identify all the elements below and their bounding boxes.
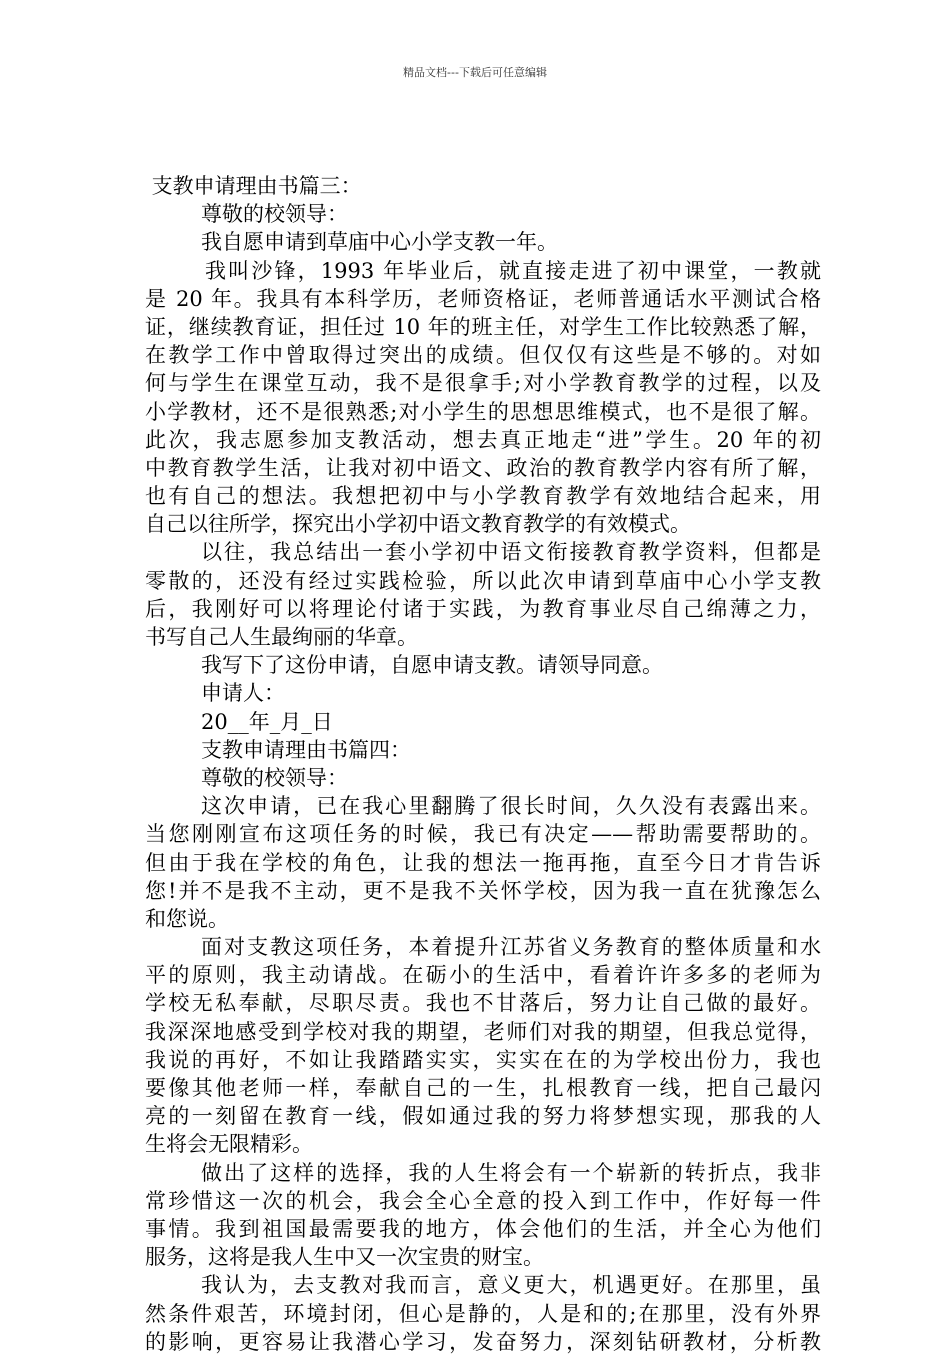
text-line: 生将会无限精彩。 [145,1132,313,1157]
text-line: 您!并不是我不主动，更不是我不关怀学校，因为我一直在犹豫怎么 [145,878,821,903]
text-line: 我深深地感受到学校对我的期望，老师们对我的期望，但我总觉得， [145,1019,821,1044]
text-line: 后，我刚好可以将理论付诸于实践，为教育事业尽自己绵薄之力， [145,596,821,621]
text-line: 面对支教这项任务，本着提升江苏省义务教育的整体质量和水 [201,935,821,960]
text-line: 支教申请理由书篇三： [145,174,362,198]
text-line: 何与学生在课堂互动，我不是很拿手;对小学教育教学的过程，以及 [145,371,821,396]
text-line: 我写下了这份申请，自愿申请支教。请领导同意。 [201,653,663,678]
text-line: 支教申请理由书篇四： [201,737,411,762]
text-line: 当您刚刚宣布这项任务的时候，我已有决定——帮助需要帮助的。 [145,822,821,847]
text-line: 零散的，还没有经过实践检验，所以此次申请到草庙中心小学支教 [145,568,821,593]
text-line: 常珍惜这一次的机会，我会全心全意的投入到工作中，作好每一件 [145,1188,821,1213]
text-line: 自己以往所学，探究出小学初中语文教育教学的有效模式。 [145,512,691,537]
text-line: 尊敬的校领导： [201,765,348,790]
text-line: 也有自己的想法。我想把初中与小学教育教学有效地结合起来，用 [145,484,821,509]
text-line: 我说的再好，不如让我踏踏实实，实实在在的为学校出份力，我也 [145,1047,821,1072]
text-line: 在教学工作中曾取得过突出的成绩。但仅仅有这些是不够的。对如 [145,343,821,368]
text-line: 然条件艰苦，环境封闭，但心是静的，人是和的;在那里，没有外界 [145,1301,821,1326]
page-header: 精品文档---下载后可任意编辑 [403,66,547,79]
text-line: 这次申请，已在我心里翻腾了很长时间，久久没有表露出来。 [201,794,821,819]
text-line: 证，继续教育证，担任过 10 年的班主任，对学生工作比较熟悉了解， [145,314,821,339]
text-line: 我认为，去支教对我而言，意义更大，机遇更好。在那里，虽 [201,1273,821,1298]
text-line: 尊敬的校领导： [201,202,348,227]
text-line: 要像其他老师一样，奉献自己的一生，扎根教育一线，把自己最闪 [145,1076,821,1100]
text-line: 此次，我志愿参加支教活动，想去真正地走“进”学生。20 年的初 [145,427,821,452]
text-line: 中教育教学生活，让我对初中语文、政治的教育教学内容有所了解， [145,455,821,480]
text-line: 书写自己人生最绚丽的华章。 [145,625,418,649]
text-line: 是 20 年。我具有本科学历，老师资格证，老师普通话水平测试合格 [145,286,821,311]
text-line: 但由于我在学校的角色，让我的想法一拖再拖，直至今日才肯告诉 [145,850,821,875]
text-line: 事情。我到祖国最需要我的地方，体会他们的生活，并全心为他们 [145,1216,821,1241]
text-line: 我自愿申请到草庙中心小学支教一年。 [201,230,558,255]
text-line: 学校无私奉献，尽职尽责。我也不甘落后，努力让自己做的最好。 [145,991,821,1016]
text-line: 亮的一刻留在教育一线，假如通过我的努力将梦想实现，那我的人 [145,1104,821,1129]
text-line: 和您说。 [145,906,229,931]
text-line: 平的原则，我主动请战。在砺小的生活中，看着许许多多的老师为 [145,963,821,988]
text-line: 的影响，更容易让我潜心学习，发奋努力，深刻钻研教材，分析教 [145,1329,821,1354]
text-line: 20__年_月_日 [201,709,333,734]
text-line: 服务，这将是我人生中又一次宝贵的财宝。 [145,1245,544,1270]
text-line: 以往，我总结出一套小学初中语文衔接教育教学资料，但都是 [201,540,821,565]
document-body [145,172,821,1356]
text-line: 做出了这样的选择，我的人生将会有一个崭新的转折点，我非 [201,1160,821,1185]
text-line: 小学教材，还不是很熟悉;对小学生的思想思维模式，也不是很了解。 [145,399,821,424]
text-line: 我叫沙锋，1993 年毕业后，就直接走进了初中课堂，一教就 [205,258,821,283]
text-line: 申请人： [201,681,285,706]
